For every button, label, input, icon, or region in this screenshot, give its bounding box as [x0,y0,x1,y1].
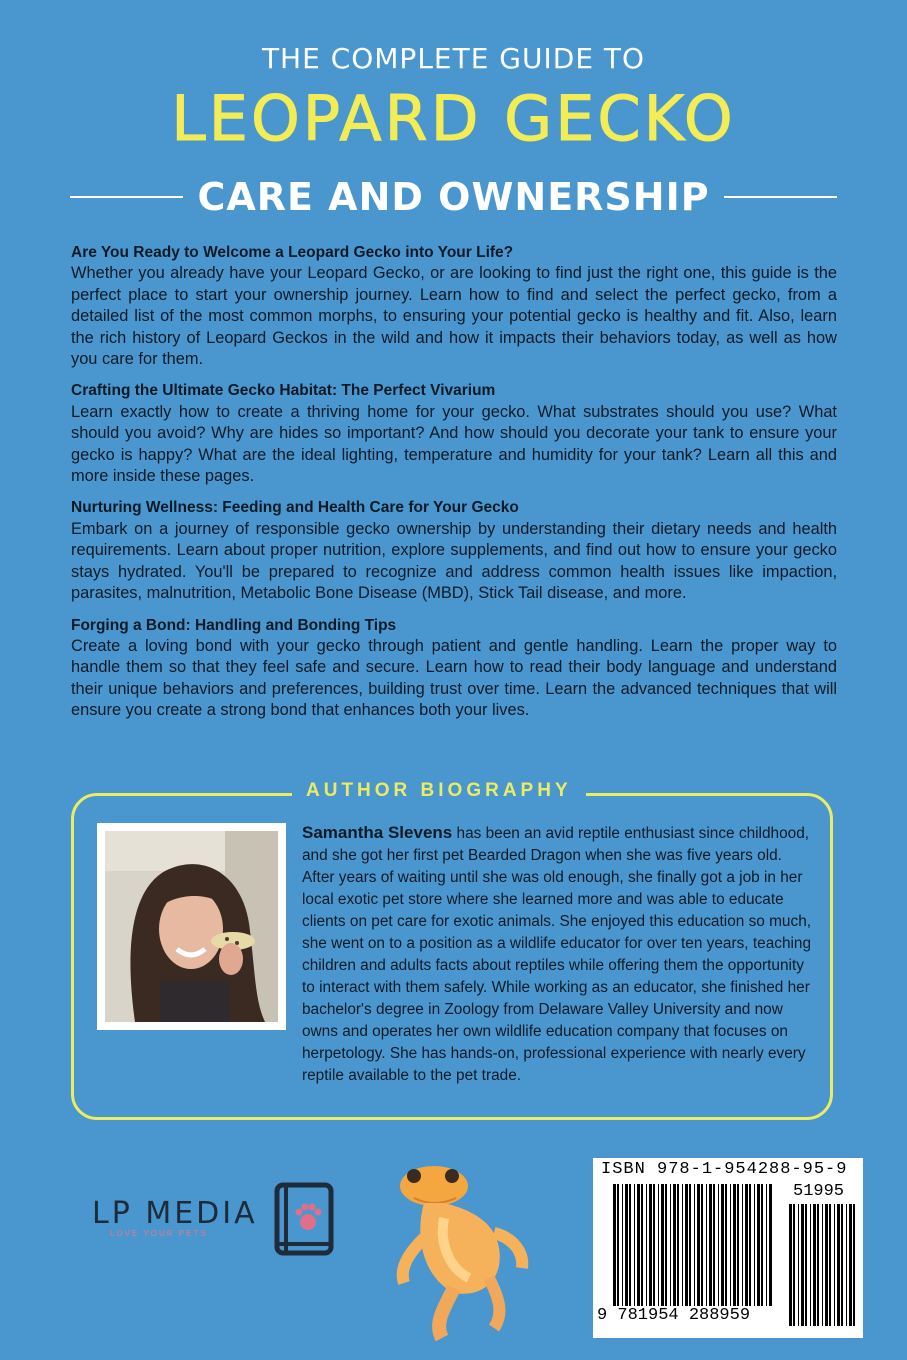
section-body: Learn exactly how to create a thriving home for your gecko. What substrates should you use? What should you avoid? Why are hides so important? And how should you decorate your tank to ensure your gecko is happy? What are the ideal lighting, temperature and humidity for your tank? Learn all this and more inside these pages. [71,402,837,486]
section-heading: Forging a Bond: Handling and Bonding Tips [71,616,397,634]
bio-body: has been an avid reptile enthusiast since childhood, and she got her first pet Bearded Dragon when she was five years old. After years of waiting until she was old enough, she finally got a job in her local exotic pet store where she learned more and was able to educate clients on pet care for exotic animals. She enjoyed this education so much, she went on to a position as a wildlife educator for over ten years, teaching children and adults facts about reptiles while offering them the opportunity to interact with them safely. While working as an educator, she finished her bachelor's degree in Zoology from Delaware Valley University and now owns and operates her own wildlife education company that focuses on herpetology. She has hands-on, professional experience with nearly every reptile available to the pet trade. [302,825,812,1084]
section-habitat [71,380,837,487]
bio-text [302,822,814,1087]
divider-left [70,196,183,198]
barcode-box [593,1158,863,1338]
logo-tagline: LOVE YOUR PETS [110,1229,208,1238]
sub-title-row [70,172,837,222]
section-bond [71,615,837,722]
description [71,242,837,732]
section-heading: Crafting the Ultimate Gecko Habitat: The Perfect Vivarium [71,382,496,400]
paw-book-icon [274,1182,336,1258]
top-title: THE COMPLETE GUIDE TO [261,42,646,75]
logo-text: LP MEDIA [92,1196,258,1231]
sub-title: CARE AND OWNERSHIP [197,175,710,219]
bio-label: AUTHOR BIOGRAPHY [292,780,586,802]
section-body: Whether you already have your Leopard Gecko, or are looking to find just the right one, this guide is the perfect place to start your ownership journey. Learn how to find and select the perfect gecko, from a detailed list of the most common morphs, to ensuring your potential gecko is healthy and fit. Also, learn the rich history of Leopard Geckos in the wild and how it impacts their behaviors today, as well as how you care for them. [71,264,837,369]
section-ready [71,242,837,370]
isbn-text: ISBN 978-1-954288-95-9 [601,1160,848,1179]
main-title: LEOPARD GECKO [171,82,736,155]
publisher-logo [92,1196,262,1238]
ean-text: 9 781954 288959 [597,1306,751,1325]
divider-right [724,196,837,198]
section-body: Embark on a journey of responsible gecko ownership by understanding their dietary needs and health requirements. Learn about proper nutrition, explore supplements, and find out how to ensure your gecko stays hydrated. You'll be prepared to recognize and address common health issues like impaction, parasites, malnutrition, Metabolic Bone Disease (MBD), Stick Tail disease, and more. [71,519,837,603]
gecko-image [384,1158,534,1348]
section-heading: Nurturing Wellness: Feeding and Health Care for Your Gecko [71,499,519,517]
section-body: Create a loving bond with your gecko through patient and gentle handling. Learn the proper way to handle them so that they feel safe and secure. Learn how to read their body language and understand their unique behaviors and preferences, building trust over time. Learn the advanced techniques that will ensure you create a strong bond that enhances both your lives. [71,636,837,720]
author-photo-frame [97,823,286,1030]
section-wellness [71,497,837,604]
price-code: 51995 [793,1182,845,1201]
author-photo [105,831,278,1022]
section-heading: Are You Ready to Welcome a Leopard Gecko into Your Life? [71,244,514,261]
author-name: Samantha Slevens [302,823,453,842]
